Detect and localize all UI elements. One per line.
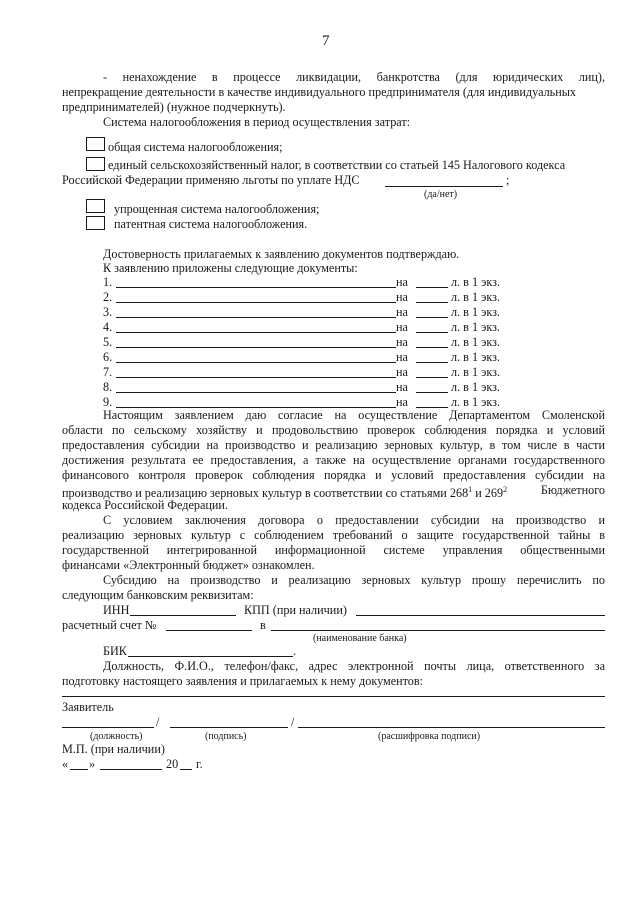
document-name-field[interactable]: [116, 392, 396, 393]
esxn-end: ;: [506, 173, 510, 187]
document-name-field[interactable]: [116, 332, 396, 333]
date-day-field[interactable]: [70, 769, 88, 770]
sheets-count-field[interactable]: [416, 332, 448, 333]
page-number: 7: [322, 33, 330, 49]
consent-final: кодекса Российской Федерации.: [62, 498, 228, 512]
responsible-line-2: подготовку настоящего заявления и прилагаемых к нему документов:: [62, 674, 424, 688]
intro-line-2: непрекращение деятельности в качестве индивидуального предпринимателя (для индивидуальных: [62, 85, 577, 99]
document-number: 1.: [103, 275, 113, 289]
sheets-count-field[interactable]: [416, 362, 448, 363]
sheets-label: л. в 1 экз.: [451, 395, 500, 409]
esxn-continuation: Российской Федерации применяю льготы по уплате НДС: [62, 173, 360, 187]
slash-2: /: [291, 715, 295, 729]
documents-attached: К заявлению приложены следующие документы:: [103, 261, 358, 275]
applicant-label: Заявитель: [62, 700, 114, 714]
date-month-field[interactable]: [100, 769, 162, 770]
on-label: на: [396, 350, 408, 364]
consent-articles-a: производство и реализацию зерновых культур в соответствии со статьями 268: [62, 486, 469, 501]
on-label: на: [396, 380, 408, 394]
bik-field[interactable]: [128, 656, 293, 657]
sheets-label: л. в 1 экз.: [451, 290, 500, 304]
intro-line-3: предпринимателей) (нужное подчеркнуть).: [62, 100, 286, 114]
on-label: на: [396, 290, 408, 304]
consent-line-3: предоставления субсидии на производство и реализацию зерновых культур, в том числе в части: [62, 438, 605, 452]
kpp-label: КПП (при наличии): [244, 603, 347, 617]
document-name-field[interactable]: [116, 362, 396, 363]
general-tax-label: общая система налогообложения;: [108, 140, 283, 154]
document-name-field[interactable]: [116, 347, 396, 348]
consent-articles-c: Бюджетного: [540, 483, 605, 497]
sheets-count-field[interactable]: [416, 347, 448, 348]
responsible-person-field[interactable]: [62, 696, 605, 697]
consent-articles-b: и 269: [472, 486, 504, 501]
responsible-line-1: Должность, Ф.И.О., телефон/факс, адрес электронной почты лица, ответственного за: [103, 659, 605, 673]
date-year-prefix: 20: [166, 757, 179, 771]
document-number: 5.: [103, 335, 113, 349]
sheets-label: л. в 1 экз.: [451, 305, 500, 319]
document-number: 6.: [103, 350, 113, 364]
decode-hint: (расшифровка подписи): [378, 731, 481, 742]
bank-name-hint: (наименование банка): [313, 633, 407, 644]
patent-tax-label: патентная система налогообложения.: [114, 217, 308, 231]
secret-line-2: реализацию зерновых культур с соблюдением требований о защите государственной тайны в: [62, 528, 605, 542]
document-name-field[interactable]: [116, 302, 396, 303]
bank-name-field[interactable]: [271, 630, 605, 631]
sheets-label: л. в 1 экз.: [451, 335, 500, 349]
document-number: 2.: [103, 290, 113, 304]
sheets-label: л. в 1 экз.: [451, 350, 500, 364]
kpp-field[interactable]: [356, 615, 605, 616]
on-label: на: [396, 320, 408, 334]
documents-confirm: Достоверность прилагаемых к заявлению документов подтверждаю.: [103, 247, 460, 261]
simplified-tax-checkbox[interactable]: [86, 199, 105, 213]
account-field[interactable]: [166, 630, 252, 631]
date-open: «: [62, 757, 69, 771]
esxn-checkbox[interactable]: [86, 157, 105, 171]
vat-benefit-field[interactable]: [385, 186, 503, 187]
document-name-field[interactable]: [116, 377, 396, 378]
inn-label: ИНН: [103, 603, 130, 617]
on-label: на: [396, 395, 408, 409]
patent-tax-checkbox[interactable]: [86, 216, 105, 230]
consent-line-4: достижения результата ее предоставления, а также на осуществление органами государственного: [62, 453, 605, 467]
secret-line-3: государственной интегрированной информационной системе управления общественными: [62, 543, 605, 557]
sheets-count-field[interactable]: [416, 302, 448, 303]
on-label: на: [396, 275, 408, 289]
in-label: в: [260, 618, 266, 632]
document-number: 8.: [103, 380, 113, 394]
secret-final: финансами «Электронный бюджет» ознакомлен.: [62, 558, 315, 572]
bik-end: .: [293, 644, 297, 658]
sheets-label: л. в 1 экз.: [451, 365, 500, 379]
sheets-count-field[interactable]: [416, 317, 448, 318]
taxation-heading: Система налогообложения в период осуществления затрат:: [103, 115, 411, 129]
signature-decode-field[interactable]: [298, 727, 605, 728]
on-label: на: [396, 305, 408, 319]
consent-line-2: области по сельскому хозяйству и продовольствию проверок соблюдения порядка и условий: [62, 423, 605, 437]
simplified-tax-label: упрощенная система налогообложения;: [114, 202, 320, 216]
slash-1: /: [156, 715, 160, 729]
esxn-label: единый сельскохозяйственный налог, в соответствии со статьей 145 Налогового кодекса: [108, 158, 566, 172]
bank-line-1: Субсидию на производство и реализацию зерновых культур прошу перечислить по: [103, 573, 605, 587]
sheets-count-field[interactable]: [416, 287, 448, 288]
date-year-label: г.: [196, 757, 203, 771]
document-name-field[interactable]: [116, 317, 396, 318]
general-tax-checkbox[interactable]: [86, 137, 105, 151]
signature-field[interactable]: [170, 727, 288, 728]
document-number: 3.: [103, 305, 113, 319]
yes-no-hint: (да/нет): [424, 189, 458, 200]
account-label: расчетный счет №: [62, 618, 157, 632]
document-number: 4.: [103, 320, 113, 334]
secret-line-1: С условием заключения договора о предоставлении субсидии на производство и: [103, 513, 605, 527]
article-269-sup: 2: [503, 485, 508, 494]
sheets-count-field[interactable]: [416, 392, 448, 393]
consent-line-1: Настоящим заявлением даю согласие на осуществление Департаментом Смоленской: [103, 408, 605, 422]
position-hint: (должность): [90, 731, 143, 742]
bik-label: БИК: [103, 644, 127, 658]
sheets-label: л. в 1 экз.: [451, 320, 500, 334]
date-mid: »: [89, 757, 96, 771]
document-number: 7.: [103, 365, 113, 379]
consent-line-5: финансового контроля проверок соблюдения порядка и условий предоставления субсидии на: [62, 468, 605, 482]
on-label: на: [396, 335, 408, 349]
sheets-count-field[interactable]: [416, 377, 448, 378]
document-name-field[interactable]: [116, 287, 396, 288]
intro-line-1: - ненахождение в процессе ликвидации, банкротства (для юридических лиц),: [103, 70, 605, 84]
stamp-label: М.П. (при наличии): [62, 742, 165, 756]
document-number: 9.: [103, 395, 113, 409]
date-year-field[interactable]: [180, 769, 192, 770]
signature-hint: (подпись): [205, 731, 247, 742]
bank-line-2: следующим банковским реквизитам:: [62, 588, 254, 602]
on-label: на: [396, 365, 408, 379]
sheets-label: л. в 1 экз.: [451, 275, 500, 289]
sheets-label: л. в 1 экз.: [451, 380, 500, 394]
position-field[interactable]: [62, 727, 154, 728]
inn-field[interactable]: [130, 615, 236, 616]
article-268-sup: 1: [468, 485, 473, 494]
